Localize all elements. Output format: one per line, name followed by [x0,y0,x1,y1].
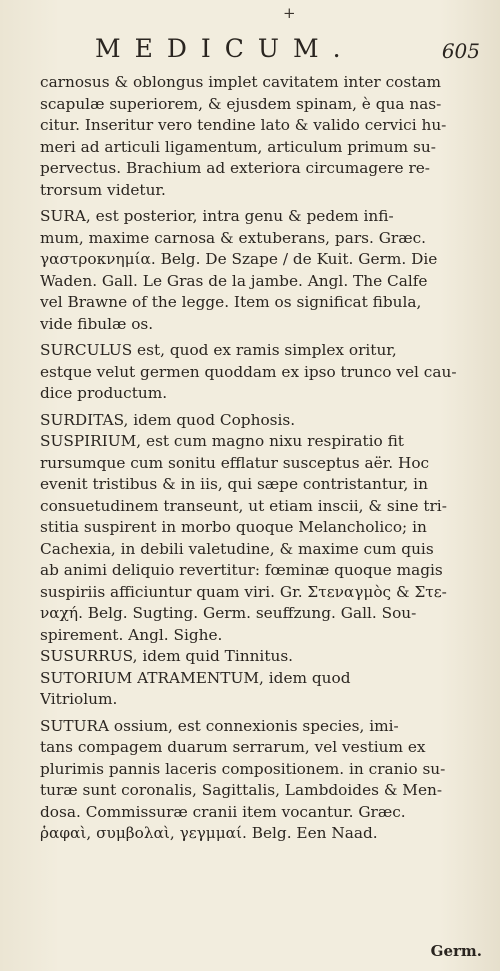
text-line: dosa. Commissuræ cranii item vocantur. Græc. [40,802,406,821]
entry-heading-line: SUTORIUM ATRAMENTUM, idem quod [40,668,351,687]
entry-heading-line: SUTURA ossium, est connexionis species, imi- [40,716,399,735]
text-line: estque velut germen quoddam ex ipso trunco vel cau- [40,362,457,381]
text-line: consuetudinem transeunt, ut etiam inscii, & sine tri- [40,496,447,515]
text-line: vide fibulæ os. [40,314,154,333]
text-line: dice productum. [40,384,168,402]
text-line: stitia suspirent in morbo quoque Melancholico; in [40,518,427,536]
text-line: ab animi deliquio revertitur: fœminæ quoque magis [40,561,443,579]
text-line: suspiriis afficiuntur quam viri. Gr. Στεναγμὸς & Στε- [40,582,447,601]
text-line: vel Brawne of the legge. Item os significat fibula, [40,293,422,311]
text-line: evenit tristibus & in iis, qui sæpe contristantur, in [40,475,428,493]
text-line: plurimis pannis laceris compositionem. in cranio su- [40,759,446,778]
text-line: Vitriolum. [40,690,118,708]
entry-heading-line: SURA, est posterior, intra genu & pedem infi- [40,207,394,225]
running-head-title: MEDICUM. [95,34,355,63]
text-line: tans compagem duarum serrarum, vel vestium ex [40,738,426,756]
text-line: turæ sunt coronalis, Sagittalis, Lambdoides & Men- [40,781,443,799]
entry-heading-line: SURCULUS est, quod ex ramis simplex oritur, [40,341,397,359]
catchword: Germ. [430,942,482,960]
text-line: Cachexia, in debili valetudine, & maxime cum quis [40,539,434,558]
body-text [40,72,481,845]
text-line: citur. Inseritur vero tendine lato & valido cervici hu- [40,116,447,134]
entry-heading-line: SUSURRUS, idem quid Tinnitus. [40,647,294,665]
text-line: scapulæ superiorem, & ejusdem spinam, è qua nas- [40,94,442,113]
text-line: ναχή. Belg. Sugting. Germ. seuffzung. Gall. Sou- [40,604,417,622]
text-line: meri ad articuli ligamentum, articulum primum su- [40,137,436,156]
text-line: γαστροκνημία. Belg. De Szape / de Kuit. Germ. Die [40,250,438,268]
text-line: rursumque cum sonitu efflatur susceptus aër. Hoc [40,453,430,472]
text-line: spirement. Angl. Sighe. [40,625,223,644]
running-head [40,30,480,70]
signature-mark: + [283,4,296,22]
text-line: trorsum videtur. [40,180,166,199]
text-line: mum, maxime carnosa & extuberans, pars. Græc. [40,228,427,247]
text-line: pervectus. Brachium ad exteriora circumagere re- [40,159,430,177]
entry-heading-line: SURDITAS, idem quod Cophosis. [40,410,296,429]
entry-heading-line: SUSPIRIUM, est cum magno nixu respiratio fit [40,432,404,450]
text-line: carnosus & oblongus implet cavitatem inter costam [40,73,441,91]
text-line: ῥαφαὶ, συμβολαὶ, γεγμμαί. Belg. Een Naad. [40,824,378,842]
page-number: 605 [441,39,480,63]
text-line: Waden. Gall. Le Gras de la jambe. Angl. The Calfe [40,271,428,290]
